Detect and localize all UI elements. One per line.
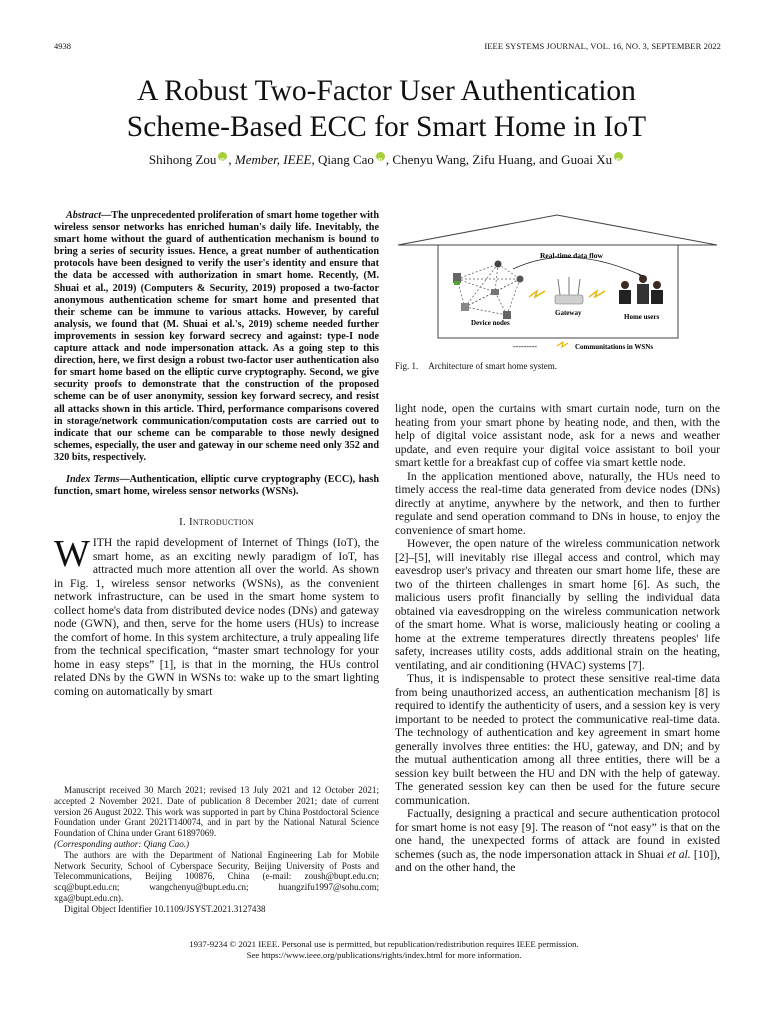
- device-node-icon: [491, 289, 499, 295]
- et-al: et al.: [667, 847, 691, 861]
- author-2: Qiang Cao: [317, 152, 374, 167]
- device-node-icon: [503, 311, 511, 319]
- paragraph: In the application mentioned above, naturally, the HUs need to timely access the real-time data generated from device nodes (DNs) directly at anytime, anywhere by the network, and then to further regulate and send operation command to DNs in house, to enjoy the convenience of smart home.: [395, 469, 720, 537]
- intro-text: ITH the rapid development of Internet of Things (IoT), the smart home, as an exciting newly paradigm of IoT, has attracted much more attention all over the world. As shown in Fig. 1, wireless sensor networks (WSNs), as the convenient network infrastructure, can be used in the smart home system to collect home's data from distributed device nodes (DNs) and gateway node (GWN), and then, serve for the home users (HUs) to increase the comfort of home. In this system architecture, a truly appealing life from the technical specification, “master smart technology for your home in easy steps” [1], is that in the morning, the HUs control related DNs by the GWN in WSNs to: wake up to the smart lighting coming on automatically by smart: [54, 536, 379, 698]
- journal-header: IEEE SYSTEMS JOURNAL, VOL. 16, NO. 3, SEPTEMBER 2022: [484, 41, 721, 51]
- right-column-text: [395, 402, 720, 875]
- paragraph-text: Factually, designing a practical and secure authentication protocol for smart home is not easy [9]. The reason of “not easy” is that on the one hand, the unexpected forms of attack are found in existed schemes (such as, the node impersonation attack in Shuai: [395, 807, 720, 861]
- orcid-icon[interactable]: [218, 152, 227, 161]
- legend-bolt-icon: [557, 342, 568, 347]
- footnote-manuscript: Manuscript received 30 March 2021; revised 13 July 2021 and 12 October 2021; accepted 2 November 2021. Date of publication 8 December 2021; date of current version 26 August 2022. This work was supported in part by China Postdoctoral Science Foundation under Grant 2021T140074, and in part by the National Natural Science Foundation of China under Grant 61897069.: [54, 785, 379, 839]
- index-terms-text: Authentication, elliptic curve cryptography (ECC), hash function, smart home, wireless sensor networks (WSNs).: [54, 473, 379, 498]
- section-title: Introduction: [188, 516, 254, 529]
- copyright-line: 1937-9234 © 2021 IEEE. Personal use is permitted, but republication/redistribution requires IEEE permission.: [189, 939, 579, 949]
- orcid-icon[interactable]: [614, 152, 623, 161]
- smart-home-diagram: [395, 207, 720, 357]
- author-rest: Chenyu Wang, Zifu Huang, and Guoai Xu: [392, 152, 613, 167]
- author-1: Shihong Zou: [148, 152, 217, 167]
- author-list: Shihong ZouiD , Member, IEEE, Qiang CaoiD , Chenyu Wang, Zifu Huang, and Guoai XuiD: [40, 152, 733, 168]
- data-flow-arc: [513, 257, 645, 277]
- paragraph: Thus, it is indispensable to protect these sensitive real-time data from being unauthorized access, an authentication mechanism [8] is required to identify the authenticity of users, and a session key is very important to be needed to protect the communicative real-time data. The technology of authentication and key agreement in smart home generally involves three entities: the HU, gateway, and DN; and by the mutual authentication among all three entities, there will be a session key built between the HU and DN with the help of gateway. The generated session key can then be used for the future secure communication.: [395, 672, 720, 807]
- title-line-1: A Robust Two-Factor User Authentication: [137, 75, 636, 107]
- index-terms: Index Terms—Authentication, elliptic curve cryptography (ECC), hash function, smart home, wireless sensor networks (WSNs).: [54, 473, 379, 498]
- legend-dashes: ---------: [513, 342, 537, 351]
- footnote-affiliation: The authors are with the Department of National Engineering Lab for Mobile Network Security, School of Cyberspace Security, Beijing University of Posts and Telecommunications, Beijing 100876, China (e-mail: zoush@bupt.edu.cn; scq@bupt.edu.cn; wangchenyu@bupt.edu.cn; huangzifu1997@sohu.com; xga@bupt.edu.cn).: [54, 849, 379, 903]
- rights-link[interactable]: See https://www.ieee.org/publications/rights/index.html for more information.: [246, 950, 522, 960]
- footnotes: [54, 785, 379, 915]
- figure-1: [395, 207, 720, 357]
- home-users-icon: [619, 275, 663, 304]
- wireless-bolt-icon: [529, 291, 545, 297]
- section-number: I.: [179, 516, 186, 529]
- intro-paragraph: [54, 533, 379, 698]
- copyright-notice: [0, 939, 768, 961]
- section-heading: [54, 516, 379, 528]
- index-terms-label: Index Terms: [66, 473, 120, 485]
- author-1-role: Member, IEEE: [234, 152, 312, 167]
- abstract: Abstract—The unprecedented proliferation of smart home together with wireless sensor networks has enriched human's daily life. Inevitably, the smart home without the guard of authentication mechanism is bound to bring a series of security issues. Hence, a great number of authentication protocols have been designed to verify the user's identity and ensure that the data be accessed with authorization in smart home. Recently, (M. Shuai et al., 2019) (Computers & Security, 2019) proposed a two-factor anonymous authentication scheme for smart home and presented that their scheme can be immune to various attacks. However, by careful analysis, we found that (M. Shuai et al.'s, 2019) scheme needed further improvements in session key forward secrecy and against: type-I node capture attack and node impersonation attack. As a going step to this direction, here, we first design a robust two-factor user authentication also for smart home based on the elliptic curve cryptography. Second, we give security proofs to demonstrate that the construction of the proposed scheme can be of user anonymity, session key forward secrecy, and resist all attacks shown in this article. Third, performance comparisons covered in storage/network communication/computation costs are carried out to indicate that our scheme can be comparable to those newly designed schemes, especially, the user and gateway in our scheme need only 352 and 320 bits, respectively.: [54, 210, 379, 463]
- gateway-label: Gateway: [555, 309, 582, 317]
- home-users-label: Home users: [624, 313, 660, 321]
- caption-text: Architecture of smart home system.: [428, 361, 557, 371]
- device-node-icon: [454, 281, 460, 285]
- footnote-doi: Digital Object Identifier 10.1109/JSYST.2021.3127438: [64, 903, 266, 914]
- abstract-text: The unprecedented proliferation of smart home together with wireless sensor networks has enriched human's daily life. Inevitably, the smart home without the guard of authentication mechanism is bound to bring a series of security issues. Hence, a great number of authentication protocols have been designed to verify the user's identity and ensure that the data be accessed with authorization in smart home. Recently, (M. Shuai et al., 2019) (Computers & Security, 2019) proposed a two-factor anonymous authentication scheme for smart home and presented that their scheme can be immune to various attacks. However, by careful analysis, we found that (M. Shuai et al.'s, 2019) scheme needed further improvements in session key forward secrecy and against: type-I node capture attack and node impersonation attack. As a going step to this direction, here, we first design a robust two-factor user authentication also for smart home based on the elliptic curve cryptography. Second, we give security proofs to demonstrate that the construction of the proposed scheme can be of user anonymity, session key forward secrecy, and resist all attacks shown in this article. Third, performance comparisons covered in storage/network communication/computation costs are carried out to indicate that our scheme can be comparable to those newly designed schemes, especially, the user and gateway in our scheme need only 352 and 320 bits, respectively.: [54, 210, 379, 463]
- page-number: 4938: [54, 41, 71, 51]
- paragraph-text: [10]), and on the other hand, the: [395, 847, 720, 874]
- title-line-2: Scheme-Based ECC for Smart Home in IoT: [126, 111, 647, 143]
- drop-cap: W: [54, 533, 90, 576]
- flow-label: Real-time data flow: [540, 251, 603, 260]
- paragraph: light node, open the curtains with smart curtain node, turn on the heating from your smart phone by heating node, and then, with the help of digital voice assistant node, ask for a news and weather update, and even require your digital voice assistant to boil your smart kettle for a breakfast cup of coffee via smart kettle node.: [395, 402, 720, 469]
- paper-title: [40, 73, 733, 145]
- left-column: [54, 210, 379, 698]
- footnote-corresponding: (Corresponding author: Qiang Cao.): [54, 838, 190, 849]
- legend-text: Communitations in WSNs: [575, 343, 654, 351]
- paragraph: However, the open nature of the wireless communication network [2]–[5], will inevitably rise illegal access and control, which may eavesdrop user's privacy and threaten our smart home life, these are two of the thirteen challenges in smart home [6]. As such, the malicious users profit financially by selling the individual data obtained via eavesdropping on the wireless communication network of the smart home. What is worse, maliciously heating or cooling a home at the extreme temperatures directly threatens peoples' life safety, increases utility costs, adds additional strain on the heating, ventilating, and air conditioning (HVAC) systems [7].: [395, 537, 720, 672]
- abstract-label: Abstract: [66, 210, 102, 221]
- device-node-icon: [461, 303, 469, 311]
- roof-shape: [398, 215, 717, 245]
- device-nodes-label: Device nodes: [471, 319, 510, 327]
- gateway-icon: [555, 295, 583, 304]
- figure-caption: [395, 361, 557, 371]
- paragraph: [395, 807, 720, 875]
- wireless-bolt-icon: [589, 291, 605, 297]
- device-node-icon: [495, 261, 502, 268]
- orcid-icon[interactable]: [376, 152, 385, 161]
- caption-number: Fig. 1.: [395, 361, 419, 371]
- device-node-icon: [517, 276, 524, 283]
